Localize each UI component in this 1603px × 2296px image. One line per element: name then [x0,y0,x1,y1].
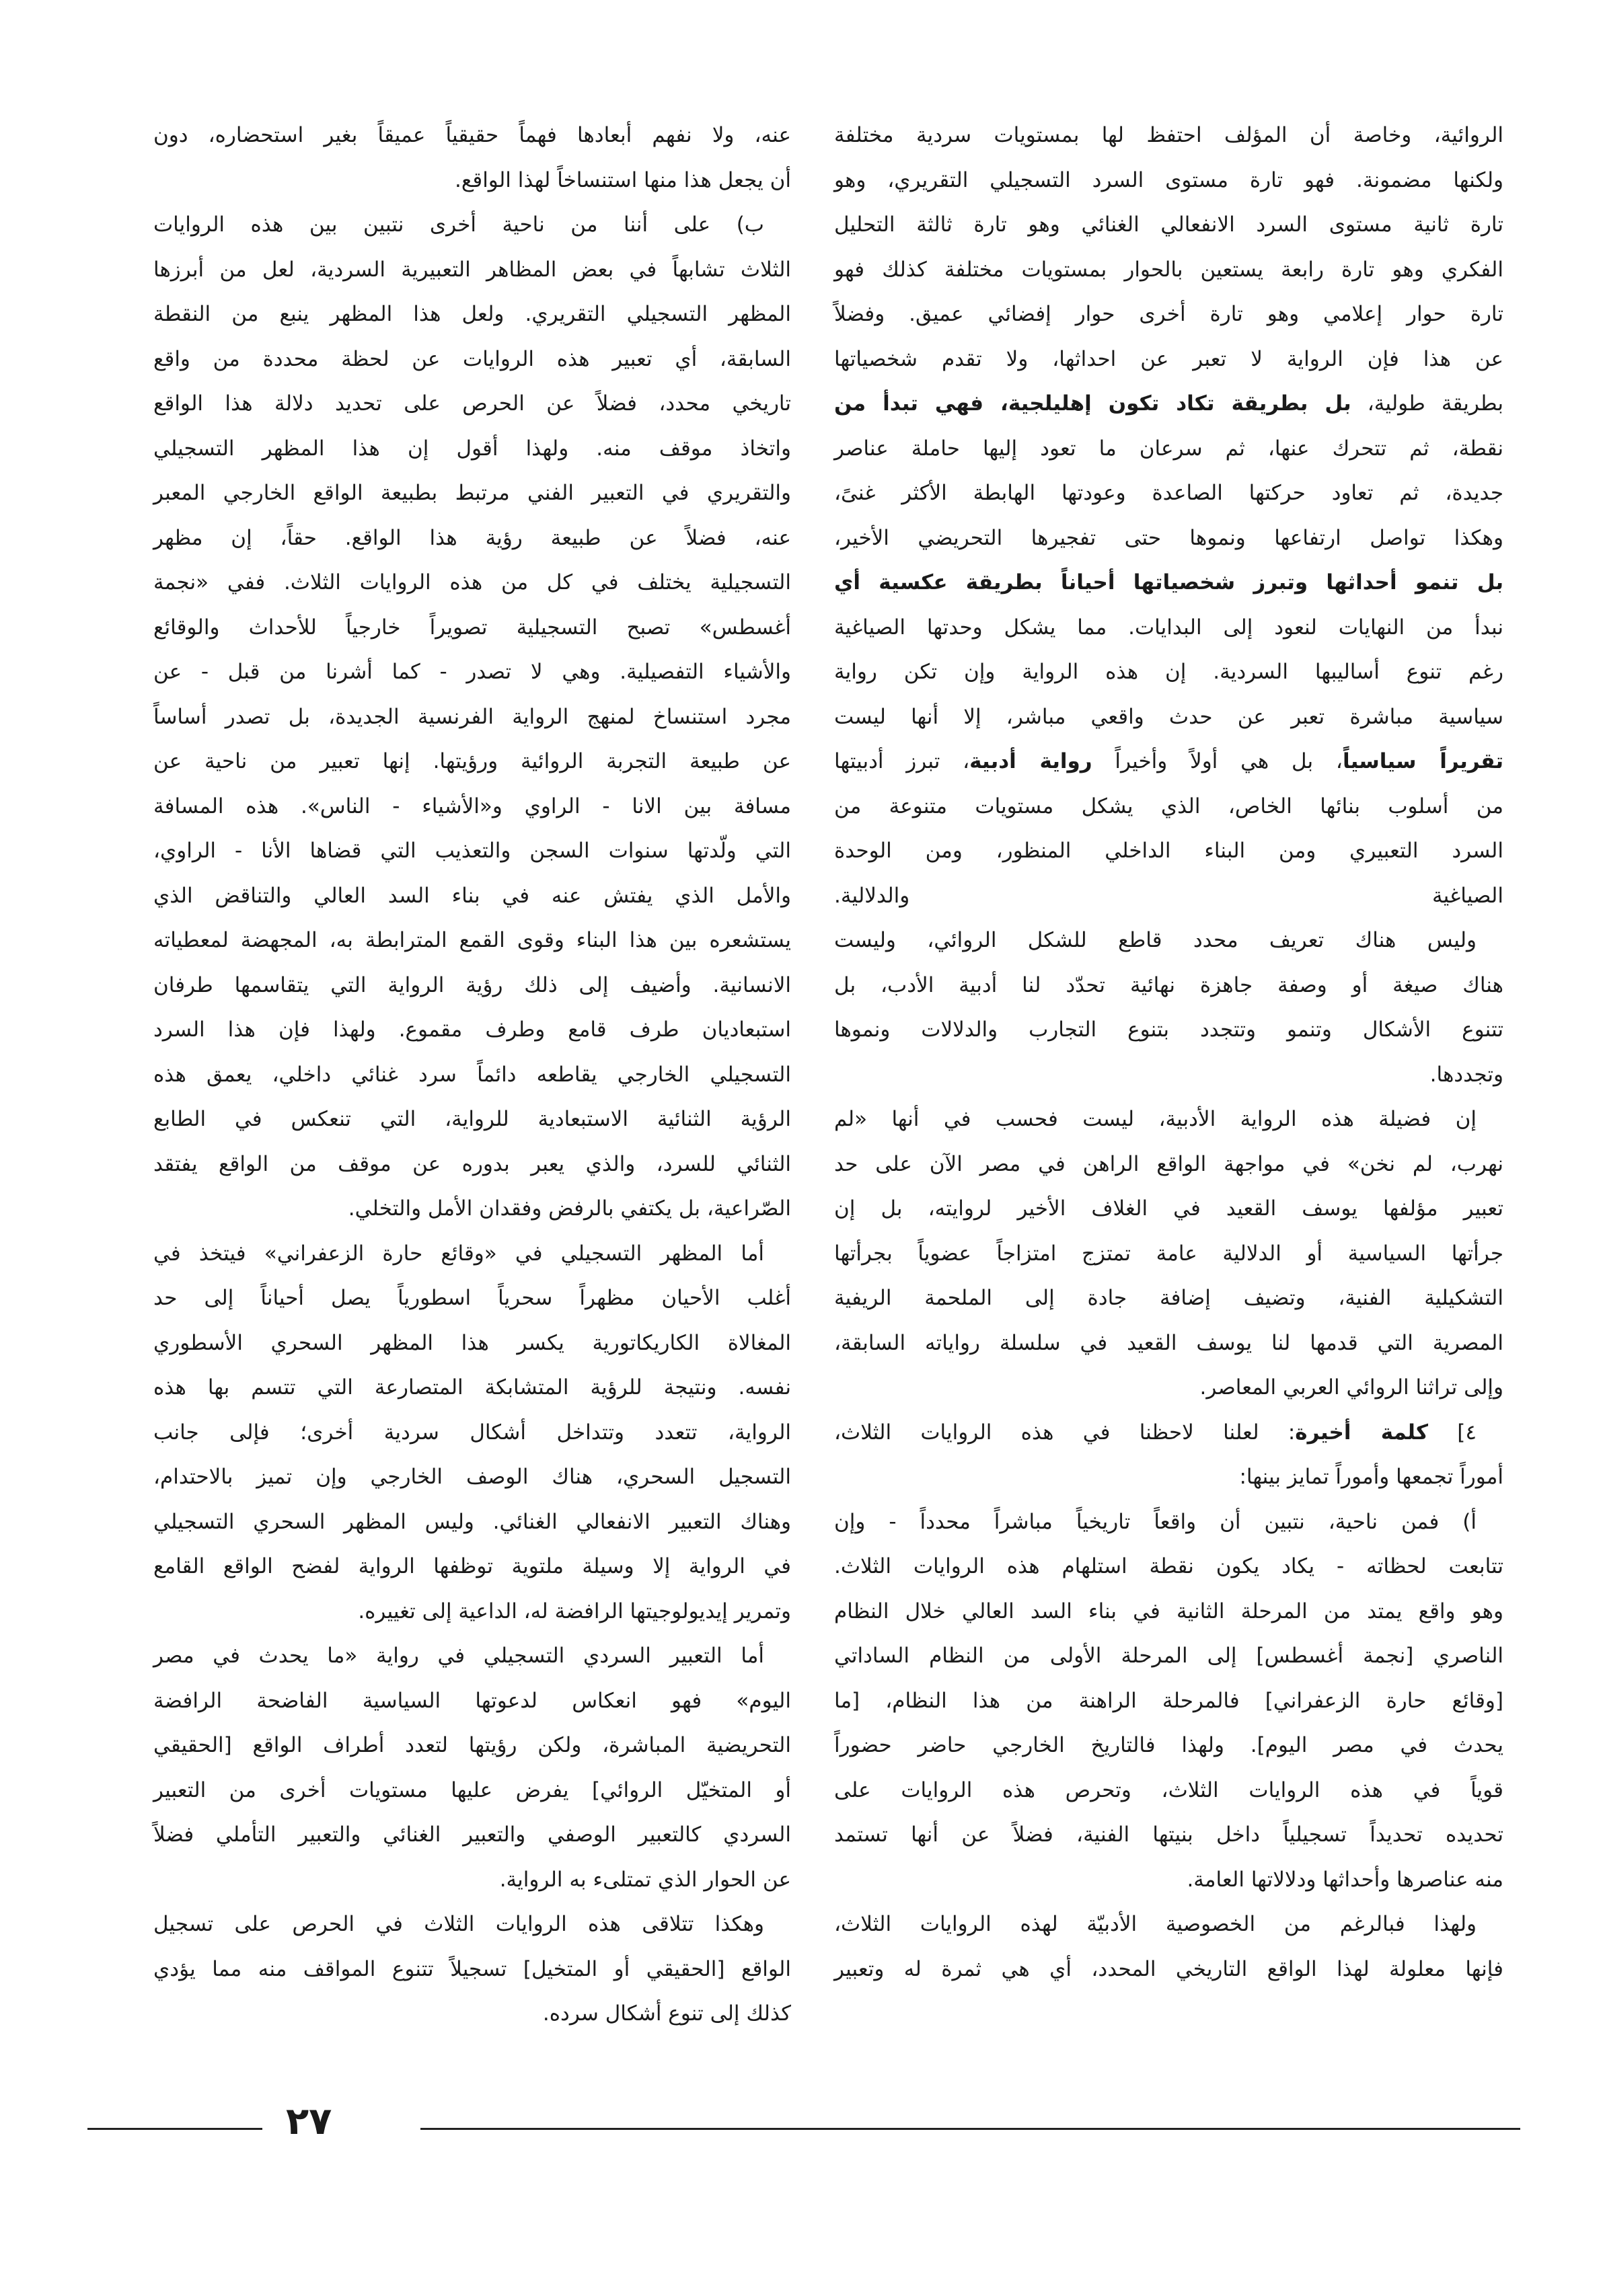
paragraph [153,202,791,1231]
text-line: نقطة، ثم تتحرك عنها، ثم سرعان ما تعود إليها حاملة عناصر [834,436,1503,461]
paragraph [153,1634,791,1902]
text-line: فإنها معلولة لهذا الواقع التاريخي المحدد، أي هي ثمرة له وتعبير [834,1956,1503,1981]
text-line: عن طبيعة التجربة الروائية ورؤيتها. إنها تعبير من ناحية عن [153,749,791,773]
text-line: تارة حوار إعلامي وهو تارة أخرى حوار إفضائي عميق. وفضلاً [834,302,1503,326]
text-line: تتنوع الأشكال وتنمو وتتجدد بتنوع التجارب والدلالات ونموها [834,1018,1503,1042]
text-line: رغم تنوع أساليبها السردية. إن هذه الرواية وإن تكن رواية [834,660,1503,684]
text-line: مجرد استنساخ لمنهج الرواية الفرنسية الجديدة، بل تصدر أساساً [153,704,791,729]
text-line: أموراً تجمعها وأموراً تمايز بينها: [1239,1465,1503,1489]
text-line: مسافة بين الانا - الراوي و«الأشياء - الناس». هذه المسافة [153,794,791,818]
text-line: الثلاث تشابهاً في بعض المظاهر التعبيرية السردية، لعل من أبرزها [153,257,791,282]
text-line: والتقريري في التعبير الفني مرتبط بطبيعة الواقع الخارجي المعبر [153,481,791,505]
page-number: ٢٧ [286,2100,332,2143]
text-line: تارة ثانية مستوى السرد الانفعالي الغنائي وهو تارة ثالثة التحليل [834,213,1503,237]
text-line: الرؤية الثنائية الاستبعادية للرواية، التي تنعكس في الطابع [153,1107,791,1131]
text-line: [وقائع حارة الزعفراني] فالمرحلة الراهنة من هذا النظام، [ما [834,1688,1503,1713]
text-column-right [834,113,1503,1991]
paragraph [834,113,1503,918]
text-line: وهناك التعبير الانفعالي الغنائي. وليس المظهر السحري التسجيلي [153,1509,791,1534]
paragraph [834,918,1503,1097]
text-line: جرأتها السياسية أو الدلالية عامة تمتزج امتزاجاً عضوياً بجرأتها [834,1241,1503,1266]
text-line: منه عناصرها وأحداثها ودلالاتها العامة. [1187,1867,1503,1892]
text-line: ولكنها مضمونة. فهو تارة مستوى السرد التسجيلي التقريري، وهو [834,167,1503,192]
paragraph [834,1902,1503,1991]
text-line: الناصري [نجمة أغسطس] إلى المرحلة الأولى من النظام الساداتي [834,1644,1503,1668]
text-line: تعبير مؤلفها يوسف القعيد في الغلاف الأخير لروايته، بل إن [834,1196,1503,1221]
text-line: المصرية التي قدمها لنا يوسف القعيد في سلسلة رواياته السابقة، [834,1330,1503,1355]
text-line: يحدث في مصر اليوم]. ولهذا فالتاريخ الخارجي حاضر حضوراً [834,1733,1503,1757]
text-line: إن فضيلة هذه الرواية الأدبية، ليست فحسب في أنها «لم [834,1107,1477,1131]
text-line: التي ولّدتها سنوات السجن والتعذيب التي قضاها الأنا - الراوي، [153,839,791,863]
text-line: التسجيلي الخارجي يقاطعه دائماً سرد غنائي داخلي، يعمق هذه [153,1062,791,1087]
text-line: جديدة، ثم تعاود حركتها الصاعدة وعودتها الهابطة الأكثر غنىً، [834,481,1503,505]
paragraph [153,113,791,202]
text-line: في الرواية إلا وسيلة ملتوية توظفها الرواية لفضح الواقع القامع [153,1554,791,1578]
text-line: المظهر التسجيلي التقريري. ولعل هذا المظهر ينبع من النقطة [153,302,791,326]
text-line: السردي كالتعبير الوصفي والتعبير الغنائي والتعبير التأملي فضلاً [153,1823,791,1847]
text-line: ب) على أننا من ناحية أخرى نتبين بين هذه الروايات [153,213,764,237]
text-line: من أسلوب بنائها الخاص، الذي يشكل مستويات متنوعة من [834,794,1503,818]
text-line: وإلى تراثنا الروائي العربي المعاصر. [1199,1375,1503,1400]
text-line: هناك صيغة أو وصفة جاهزة نهائية تحدّد لنا أدبية الأدب، بل [834,972,1503,997]
text-line: وتجددها. [1429,1062,1503,1087]
text-span: بطريقة طولية، [1351,391,1503,416]
footer-rule-right [420,2128,1520,2130]
text-line: تحديده تحديداً تسجيلياً داخل بنيتها الفنية، فضلاً عن أنها تستمد [834,1823,1503,1847]
text-line: اليوم» فهو انعكاس لدعوتها السياسية الفاضحة الرافضة [153,1688,791,1713]
text-line: وهكذا تتلاقى هذه الروايات الثلاث في الحرص على تسجيل [153,1912,764,1936]
bold-text: بل تنمو أحداثها وتبرز شخصياتها أحياناً بطريقة عكسية أي [834,570,1503,595]
paragraph [834,1410,1503,1500]
text-line: عن الحوار الذي تمتلىء به الرواية. [499,1867,791,1892]
text-line: أو المتخيّل الروائي] يفرض عليها مستويات أخرى من التعبير [153,1777,791,1802]
paragraph [153,1231,791,1634]
text-line: ولهذا فبالرغم من الخصوصية الأدبيّة لهذه الروايات الثلاث، [834,1912,1477,1936]
text-line: الروائية، وخاصة أن المؤلف احتفظ لها بمستويات سردية مختلفة [834,123,1503,147]
text-line: نبدأ من النهايات لنعود إلى البدايات. مما يشكل وحدتها الصياغية [834,615,1503,640]
text-line: السابقة، أي تعبير هذه الروايات عن لحظة محددة من واقع [153,346,791,371]
text-line: أن يجعل هذا منها استنساخاً لهذا الواقع. [455,167,791,192]
text-line: عنه، فضلاً عن طبيعة رؤية هذا الواقع. حقاً، إن مظهر [153,525,791,550]
text-line: الانسانية. وأضيف إلى ذلك رؤية الرواية التي يتقاسمها طرفان [153,972,791,997]
text-line: وتمرير إيديولوجيتها الرافضة له، الداعية إلى تغييره. [358,1599,791,1623]
text-line: واتخاذ موقف منه. ولهذا أقول إن هذا المظهر التسجيلي [153,436,791,461]
text-line: الواقع [الحقيقي أو المتخيل] تسجيلاً تتنوع المواقف منه مما يؤدي [153,1956,791,1981]
text-line: أ) فمن ناحية، نتبين أن واقعاً تاريخياً مباشراً محدداً - وإن [834,1509,1477,1534]
bold-text: كلمة أخيرة [1295,1420,1428,1445]
bold-text: رواية أدبية [969,749,1092,773]
text-line [834,560,1503,605]
text-line: والأشياء التفصيلية. وهي لا تصدر - كما أشرنا من قبل - عن [153,660,791,684]
text-line: يستشعره بين هذا البناء وقوى القمع المترابطة به، المجهضة لمعطياته [153,928,791,952]
text-line: التسجيل السحري، هناك الوصف الخارجي وإن تميز بالاحتدام، [153,1465,791,1489]
text-line: الصّراعية، بل يكتفي بالرفض وفقدان الأمل والتخلي. [348,1196,791,1221]
text-line: وهكذا تواصل ارتفاعها ونموها حتى تفجيرها التحريضي الأخير، [834,525,1503,550]
text-line [834,739,1503,784]
text-line: التسجيلية يختلف في كل من هذه الروايات الثلاث. ففي «نجمة [153,570,791,595]
text-line: سياسية مباشرة تعبر عن حدث واقعي مباشر، إلا أنها ليست [834,704,1503,729]
paragraph [834,1097,1503,1410]
footer-rule-left [87,2128,262,2130]
text-line: وليس هناك تعريف محدد قاطع للشكل الروائي، وليست [834,928,1477,952]
text-column-left [153,113,791,2036]
bold-text: تقريراً سياسياً [1342,749,1504,773]
text-line: المغالاة الكاريكاتورية يكسر هذا المظهر السحري الأسطوري [153,1330,791,1355]
text-span: : لعلنا لاحظنا في هذه الروايات الثلاث، [834,1420,1296,1445]
text-line: التشكيلية الفنية، وتضيف إضافة جادة إلى الملحمة الريفية [834,1286,1503,1310]
text-span: ، بل هي أولاً وأخيراً [1092,749,1343,773]
text-line: أغسطس» تصبح التسجيلية تصويراً خارجياً للأحداث والوقائع [153,615,791,640]
text-line: أما التعبير السردي التسجيلي في رواية «ما يحدث في مصر [153,1644,764,1668]
paragraph [834,1500,1503,1903]
text-line: الفكري وهو تارة رابعة يستعين بالحوار بمستويات مختلفة كذلك فهو [834,257,1503,282]
text-line: التحريضية المباشرة، ولكن رؤيتها لتعدد أطراف الواقع [الحقيقي [153,1733,791,1757]
text-line: والأمل الذي يفتش عنه في بناء السد العالي والتناقض الذي [153,883,791,908]
text-line: استبعاديان طرف قامع وطرف مقموع. ولهذا فإن هذا السرد [153,1018,791,1042]
text-line [834,381,1503,426]
text-line: أما المظهر التسجيلي في «وقائع حارة الزعفراني» فيتخذ في [153,1241,764,1266]
text-line: الثنائي للسرد، والذي يعبر بدوره عن موقف من الواقع يفتقد [153,1151,791,1176]
text-line: وهو واقع يمتد من المرحلة الثانية في بناء السد العالي خلال النظام [834,1599,1503,1623]
text-line: كذلك إلى تنوع أشكال سرده. [542,2001,791,2026]
text-line: أغلب الأحيان مظهراً سحرياً اسطورياً يصل أحياناً إلى حد [153,1286,791,1310]
text-line: السرد التعبيري ومن البناء الداخلي المنظور، ومن الوحدة [834,839,1503,863]
text-line: قوياً في هذه الروايات الثلاث، وتحرص هذه الروايات على [834,1777,1503,1802]
text-line: عنه، ولا نفهم أبعادها فهماً حقيقياً عميقاً بغير استحضاره، دون [153,123,791,147]
text-span: ، تبرز أدبيتها [834,749,970,773]
text-line [834,1410,1503,1455]
text-line: تاريخي محدد، فضلاً عن الحرص على تحديد دلالة هذا الواقع [153,391,791,416]
text-span: ٤] [1427,1420,1477,1445]
paragraph [153,1902,791,2036]
bold-text: بل بطريقة تكاد تكون إهليلجية، فهي تبدأ من [834,391,1351,416]
text-line: الصياغية والدلالية. [834,883,1503,908]
text-line: تتابعت لحظاته - يكاد يكون نقطة استلهام هذه الروايات الثلاث. [834,1554,1503,1578]
text-line: نفسه. ونتيجة للرؤية المتشابكة المتصارعة التي تتسم بها هذه [153,1375,791,1400]
text-line: عن هذا فإن الرواية لا تعبر عن احداثها، ولا تقدم شخصياتها [834,346,1503,371]
text-line: نهرب، لم نخن» في مواجهة الواقع الراهن في مصر الآن على حد [834,1151,1503,1176]
page-footer [87,2100,1520,2145]
text-line: الرواية، تتعدد وتتداخل أشكال سردية أخرى؛ فإلى جانب [153,1420,791,1445]
